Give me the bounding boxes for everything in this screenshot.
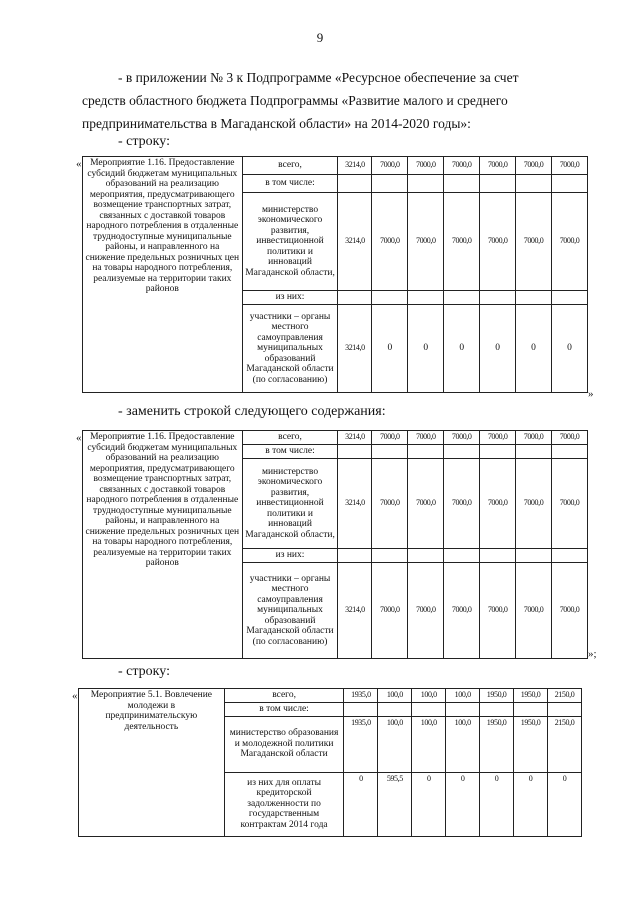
section-label-2: - заменить строкой следующего содержания: [118,404,386,419]
value-cell: 0 [552,305,588,393]
value-cell: 2150,0 [548,689,582,703]
row-label: в том числе: [224,703,344,717]
value-cell: 0 [480,772,514,836]
table-replacement-row-1-16 [82,430,588,659]
value-cell: 7000,0 [480,193,516,291]
value-cell: 7000,0 [480,459,516,549]
value-cell: 0 [412,772,446,836]
value-cell: 7000,0 [516,193,552,291]
value-cell: 7000,0 [516,157,552,175]
value-cell: 0 [514,772,548,836]
value-cell: 7000,0 [480,157,516,175]
value-cell: 3214,0 [338,459,372,549]
value-cell: 3214,0 [338,305,372,393]
close-quote: » [588,388,594,400]
value-cell: 2150,0 [548,716,582,772]
close-quote-semicolon: »; [588,648,597,660]
value-cell: 7000,0 [552,193,588,291]
intro-paragraph [82,66,582,135]
row-label: министерство образования и молодежной политики Магаданской области [224,716,344,772]
value-cell: 7000,0 [444,157,480,175]
row-label: всего, [242,157,338,175]
table-row [79,689,582,703]
value-cell: 7000,0 [516,459,552,549]
row-label: всего, [242,431,338,445]
value-cell: 1950,0 [514,716,548,772]
value-cell: 0 [372,305,408,393]
value-cell: 7000,0 [552,157,588,175]
value-cell: 3214,0 [338,563,372,659]
value-cell: 100,0 [446,689,480,703]
value-cell: 7000,0 [372,431,408,445]
value-cell: 0 [516,305,552,393]
value-cell: 7000,0 [372,459,408,549]
value-cell: 100,0 [446,716,480,772]
open-quote: « [76,432,82,444]
value-cell: 7000,0 [372,563,408,659]
value-cell: 7000,0 [516,563,552,659]
value-cell: 7000,0 [480,431,516,445]
value-cell: 3214,0 [338,193,372,291]
intro-line: предпринимательства в Магаданской области» на 2014-2020 годы»: [82,116,471,131]
measure-description: Мероприятие 1.16. Предоставление субсидий бюджетам муниципальных образований на реализацию мероприятия, предусматривающего возмещение транспортных затрат, связанных с доставкой товаров народного потребления в отдаленные труднодоступные муниципальные районы, и направленного на снижение предельных розничных цен на товары народного потребления, реализуемые на территории таких районов [83,431,243,659]
value-cell: 7000,0 [552,459,588,549]
value-cell: 7000,0 [552,563,588,659]
value-cell: 0 [444,305,480,393]
value-cell: 7000,0 [552,431,588,445]
section-label-3: - строку: [118,664,170,679]
table-row [83,157,588,175]
value-cell: 1950,0 [480,689,514,703]
value-cell: 7000,0 [408,157,444,175]
page-number: 9 [316,30,324,45]
intro-line: - в приложении № 3 к Подпрограмме «Ресурсное обеспечение за счет [118,70,519,85]
value-cell: 1950,0 [480,716,514,772]
value-cell: 0 [446,772,480,836]
table-row [83,431,588,445]
value-cell: 3214,0 [338,431,372,445]
value-cell: 7000,0 [444,431,480,445]
table-original-row-5-1 [78,688,582,837]
value-cell: 7000,0 [408,431,444,445]
value-cell: 100,0 [412,716,446,772]
value-cell: 7000,0 [372,157,408,175]
value-cell: 7000,0 [372,193,408,291]
value-cell: 1950,0 [514,689,548,703]
row-label: министерство экономического развития, инвестиционной политики и инноваций Магаданской области, [242,459,338,549]
value-cell: 1935,0 [344,689,378,703]
value-cell: 1935,0 [344,716,378,772]
value-cell: 100,0 [378,716,412,772]
row-label: всего, [224,689,344,703]
value-cell: 7000,0 [408,563,444,659]
open-quote: « [72,690,78,702]
value-cell: 595,5 [378,772,412,836]
value-cell: 0 [408,305,444,393]
row-label: министерство экономического развития, инвестиционной политики и инноваций Магаданской области, [242,193,338,291]
value-cell: 7000,0 [408,459,444,549]
row-label: из них: [242,549,338,563]
row-label: участники – органы местного самоуправления муниципальных образований Магаданской области (по согласованию) [242,563,338,659]
value-cell: 0 [548,772,582,836]
row-label: в том числе: [242,445,338,459]
section-label-1: - строку: [118,134,170,149]
value-cell: 7000,0 [444,459,480,549]
value-cell: 100,0 [378,689,412,703]
value-cell: 3214,0 [338,157,372,175]
row-label: из них: [242,291,338,305]
value-cell: 7000,0 [444,193,480,291]
value-cell: 0 [344,772,378,836]
measure-description: Мероприятие 1.16. Предоставление субсидий бюджетам муниципальных образований на реализацию мероприятия, предусматривающего возмещение транспортных затрат, связанных с доставкой товаров народного потребления в отдаленные труднодоступные муниципальные районы, и направленного на снижение предельных розничных цен на товары народного потребления, реализуемые на территории таких районов [83,157,243,393]
value-cell: 7000,0 [480,563,516,659]
value-cell: 0 [480,305,516,393]
measure-description: Мероприятие 5.1. Вовлечение молодежи в предпринимательскую деятельность [79,689,225,837]
table-original-row-1-16 [82,156,588,393]
intro-line: средств областного бюджета Подпрограммы «Развитие малого и среднего [82,93,508,108]
value-cell: 7000,0 [516,431,552,445]
value-cell: 100,0 [412,689,446,703]
open-quote: « [76,158,82,170]
value-cell: 7000,0 [444,563,480,659]
row-label: в том числе: [242,175,338,193]
row-label: участники – органы местного самоуправления муниципальных образований Магаданской области (по согласованию) [242,305,338,393]
row-label: из них для оплаты кредиторской задолженности по государственным контрактам 2014 года [224,772,344,836]
value-cell: 7000,0 [408,193,444,291]
